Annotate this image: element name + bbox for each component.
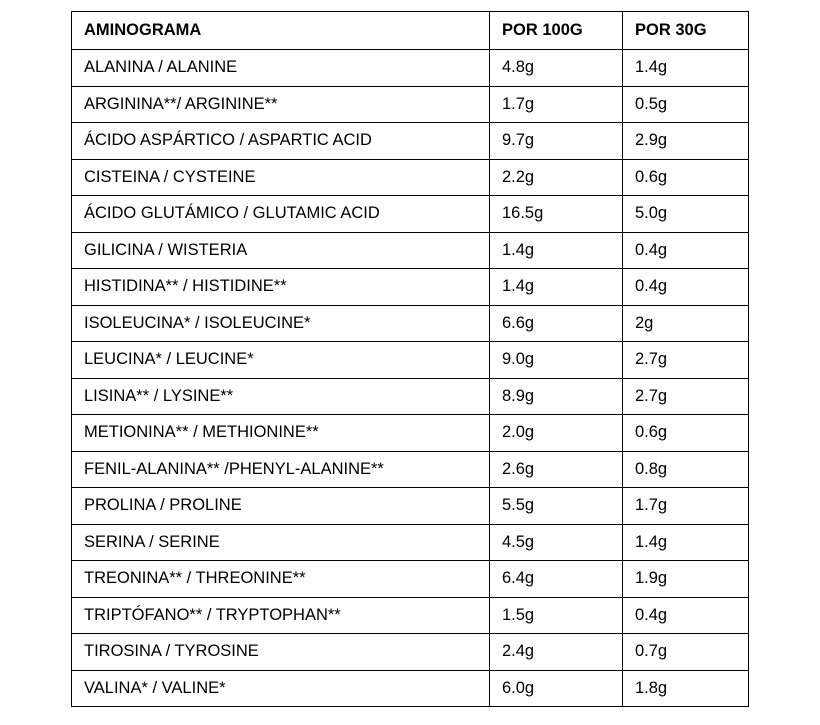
amino-acid-name-cell: ARGININA**/ ARGININE**	[72, 86, 490, 123]
table-header-row	[72, 12, 749, 50]
amino-acid-name-cell: TRIPTÓFANO** / TRYPTOPHAN**	[72, 597, 490, 634]
amino-acid-name-cell: FENIL-ALANINA** /PHENYL-ALANINE**	[72, 451, 490, 488]
header-aminograma: AMINOGRAMA	[72, 12, 490, 50]
table-row	[72, 123, 749, 160]
table-row	[72, 86, 749, 123]
per-30g-cell: 1.4g	[623, 524, 749, 561]
table-row	[72, 232, 749, 269]
header-per-100g: POR 100G	[490, 12, 623, 50]
table-row	[72, 634, 749, 671]
table-row	[72, 561, 749, 598]
per-30g-cell: 5.0g	[623, 196, 749, 233]
per-30g-cell: 0.8g	[623, 451, 749, 488]
table-row	[72, 305, 749, 342]
table-row	[72, 488, 749, 525]
amino-acid-name-cell: TREONINA** / THREONINE**	[72, 561, 490, 598]
table-row	[72, 196, 749, 233]
amino-acid-name-cell: TIROSINA / TYROSINE	[72, 634, 490, 671]
per-100g-cell: 8.9g	[490, 378, 623, 415]
amino-acid-name-cell: ALANINA / ALANINE	[72, 50, 490, 87]
per-100g-cell: 5.5g	[490, 488, 623, 525]
per-30g-cell: 1.7g	[623, 488, 749, 525]
per-30g-cell: 1.8g	[623, 670, 749, 707]
amino-acid-name-cell: ÁCIDO ASPÁRTICO / ASPARTIC ACID	[72, 123, 490, 160]
table-row	[72, 597, 749, 634]
per-30g-cell: 0.6g	[623, 159, 749, 196]
per-100g-cell: 6.6g	[490, 305, 623, 342]
per-100g-cell: 9.0g	[490, 342, 623, 379]
per-100g-cell: 2.0g	[490, 415, 623, 452]
per-100g-cell: 6.0g	[490, 670, 623, 707]
amino-acid-name-cell: ÁCIDO GLUTÁMICO / GLUTAMIC ACID	[72, 196, 490, 233]
per-100g-cell: 2.6g	[490, 451, 623, 488]
table-row	[72, 415, 749, 452]
per-30g-cell: 1.4g	[623, 50, 749, 87]
per-100g-cell: 2.4g	[490, 634, 623, 671]
amino-acid-name-cell: SERINA / SERINE	[72, 524, 490, 561]
amino-acid-name-cell: METIONINA** / METHIONINE**	[72, 415, 490, 452]
per-100g-cell: 9.7g	[490, 123, 623, 160]
table-row	[72, 524, 749, 561]
amino-acid-name-cell: LEUCINA* / LEUCINE*	[72, 342, 490, 379]
per-100g-cell: 4.5g	[490, 524, 623, 561]
table-row	[72, 378, 749, 415]
table-row	[72, 269, 749, 306]
per-30g-cell: 0.6g	[623, 415, 749, 452]
table-row	[72, 159, 749, 196]
per-100g-cell: 1.5g	[490, 597, 623, 634]
aminogram-table	[71, 11, 749, 707]
per-30g-cell: 0.4g	[623, 269, 749, 306]
amino-acid-name-cell: CISTEINA / CYSTEINE	[72, 159, 490, 196]
per-30g-cell: 1.9g	[623, 561, 749, 598]
table-row	[72, 670, 749, 707]
per-100g-cell: 4.8g	[490, 50, 623, 87]
per-100g-cell: 2.2g	[490, 159, 623, 196]
per-100g-cell: 1.7g	[490, 86, 623, 123]
per-100g-cell: 1.4g	[490, 232, 623, 269]
per-30g-cell: 0.7g	[623, 634, 749, 671]
amino-acid-name-cell: VALINA* / VALINE*	[72, 670, 490, 707]
amino-acid-name-cell: ISOLEUCINA* / ISOLEUCINE*	[72, 305, 490, 342]
per-30g-cell: 2.9g	[623, 123, 749, 160]
per-30g-cell: 0.4g	[623, 232, 749, 269]
amino-acid-name-cell: GILICINA / WISTERIA	[72, 232, 490, 269]
table-row	[72, 451, 749, 488]
per-100g-cell: 16.5g	[490, 196, 623, 233]
amino-acid-name-cell: PROLINA / PROLINE	[72, 488, 490, 525]
per-30g-cell: 0.4g	[623, 597, 749, 634]
table-row	[72, 50, 749, 87]
per-100g-cell: 6.4g	[490, 561, 623, 598]
per-30g-cell: 2g	[623, 305, 749, 342]
per-30g-cell: 0.5g	[623, 86, 749, 123]
amino-acid-name-cell: HISTIDINA** / HISTIDINE**	[72, 269, 490, 306]
amino-acid-name-cell: LISINA** / LYSINE**	[72, 378, 490, 415]
table-body	[72, 50, 749, 707]
table-row	[72, 342, 749, 379]
header-per-30g: POR 30G	[623, 12, 749, 50]
per-30g-cell: 2.7g	[623, 342, 749, 379]
per-30g-cell: 2.7g	[623, 378, 749, 415]
per-100g-cell: 1.4g	[490, 269, 623, 306]
